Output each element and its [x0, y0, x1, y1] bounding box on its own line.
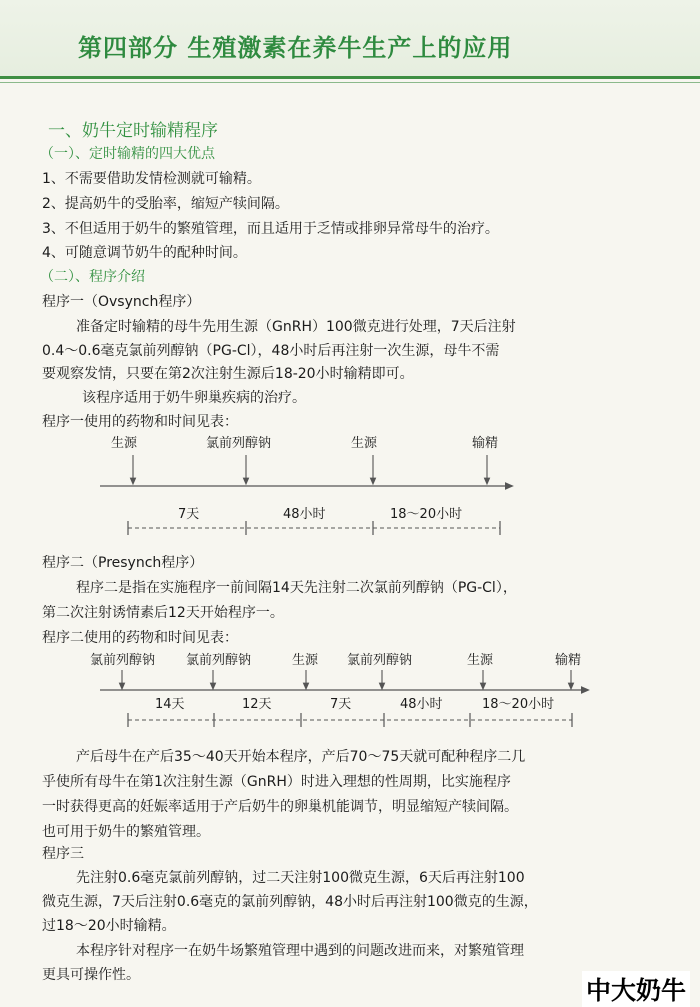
program3-title: 程序三: [42, 846, 84, 862]
program2-table-caption: 程序二使用的药物和时间见表：: [42, 630, 238, 646]
program1-paragraph-line: 0.4～0.6毫克氯前列醇钠（PG-Cl），48小时后再注射一次生源，母牛不需: [42, 343, 500, 359]
timeline-interval-label: 48小时: [400, 697, 443, 712]
program2-paragraph-line: 第二次注射诱情素后12天开始程序一。: [42, 605, 284, 621]
timeline-interval-label: 12天: [242, 697, 272, 712]
program3-paragraph-line: 本程序针对程序一在奶牛场繁殖管理中遇到的问题改进而来，对繁殖管理: [76, 943, 524, 959]
timeline-event-label: 氯前列醇钠: [347, 653, 413, 668]
timeline-interval-label: 7天: [330, 697, 352, 712]
advantage-item: 3、不但适用于奶牛的繁殖管理，而且适用于乏情或排卵异常母牛的治疗。: [42, 221, 499, 237]
timeline-event-label: 生源: [467, 653, 494, 668]
program3-paragraph-line: 先注射0.6毫克氯前列醇钠，过二天注射100微克生源，6天后再注射100: [76, 870, 525, 886]
title-rule-thin: [0, 82, 700, 83]
program2-paragraph-line: 也可用于奶牛的繁殖管理。: [42, 824, 210, 840]
subsection-heading-advantages: （一）、定时输精的四大优点: [40, 146, 215, 162]
timeline-event-label: 生源: [292, 653, 319, 668]
timeline-interval-label: 18～20小时: [390, 507, 463, 522]
advantage-item: 2、提高奶牛的受胎率，缩短产犊间隔。: [42, 196, 289, 212]
program1-note: 该程序适用于奶牛卵巢疾病的治疗。: [82, 390, 306, 406]
program1-paragraph-line: 准备定时输精的母牛先用生源（GnRH）100微克进行处理，7天后注射: [76, 319, 516, 335]
advantage-item: 4、可随意调节奶牛的配种时间。: [42, 245, 247, 261]
timeline-interval-label: 14天: [155, 697, 185, 712]
program1-table-caption: 程序一使用的药物和时间见表：: [42, 414, 238, 430]
advantage-item: 1、不需要借助发情检测就可输精。: [42, 171, 261, 187]
timeline-event-label: 氯前列醇钠: [206, 436, 272, 451]
program2-timeline: [0, 648, 700, 738]
program2-paragraph-line: 乎使所有母牛在第1次注射生源（GnRH）时进入理想的性周期，比实施程序: [42, 774, 511, 790]
program1-timeline: [0, 430, 700, 540]
section-heading: 一、奶牛定时输精程序: [48, 121, 218, 141]
program3-paragraph-line: 过18～20小时输精。: [42, 918, 176, 934]
program2-paragraph-line: 程序二是指在实施程序一前间隔14天先注射二次氯前列醇钠（PG-Cl），: [76, 580, 517, 596]
program1-paragraph-line: 要观察发情，只要在第2次注射生源后18-20小时输精即可。: [42, 366, 414, 382]
timeline-event-label: 输精: [555, 653, 582, 668]
program3-paragraph-line: 更具可操作性。: [42, 967, 140, 983]
timeline-event-label: 氯前列醇钠: [186, 653, 252, 668]
watermark: 中大奶牛: [582, 971, 690, 1007]
subsection-heading-programs: （二）、程序介绍: [40, 269, 145, 285]
program3-paragraph-line: 微克生源，7天后注射0.6毫克的氯前列醇钠，48小时后再注射100微克的生源，: [42, 894, 538, 910]
timeline-interval-label: 18～20小时: [482, 697, 555, 712]
title-rule: [0, 76, 700, 79]
timeline-event-label: 生源: [111, 436, 138, 451]
program2-paragraph-line: 一时获得更高的妊娠率适用于产后奶牛的卵巢机能调节，明显缩短产犊间隔。: [42, 799, 518, 815]
program2-paragraph-line: 产后母牛在产后35～40天开始本程序，产后70～75天就可配种程序二几: [76, 749, 526, 765]
program1-title: 程序一（Ovsynch程序）: [42, 294, 201, 310]
timeline-interval-label: 7天: [178, 507, 200, 522]
program2-title: 程序二（Presynch程序）: [42, 555, 204, 571]
timeline-event-label: 氯前列醇钠: [90, 653, 156, 668]
timeline-event-label: 输精: [472, 436, 499, 451]
timeline-interval-label: 48小时: [283, 507, 326, 522]
timeline-event-label: 生源: [351, 436, 378, 451]
page-title: 第四部分 生殖激素在养牛生产上的应用: [78, 33, 513, 62]
